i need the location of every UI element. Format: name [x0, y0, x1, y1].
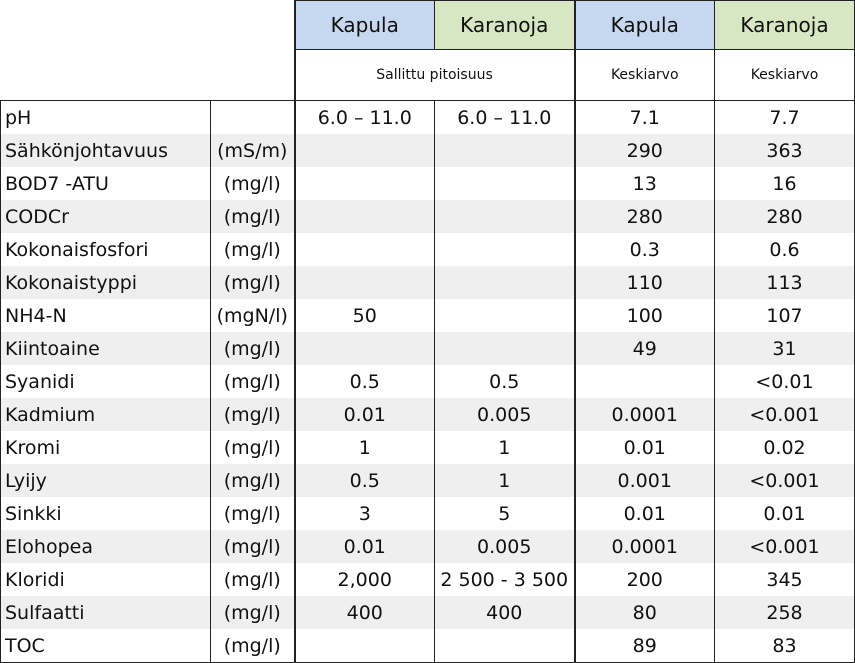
row-parameter-name: NH4-N	[1, 299, 211, 332]
row-karanoja-average: 113	[715, 266, 855, 299]
row-parameter-name: Lyijy	[1, 464, 211, 497]
row-parameter-name: Kadmium	[1, 398, 211, 431]
row-karanoja-allowed: 1	[435, 431, 575, 464]
row-karanoja-allowed: 0.005	[435, 398, 575, 431]
row-unit: (mg/l)	[211, 563, 295, 596]
row-karanoja-average: 16	[715, 167, 855, 200]
row-kapula-average: 49	[575, 332, 715, 365]
table-row	[1, 233, 855, 266]
row-unit: (mg/l)	[211, 332, 295, 365]
row-kapula-allowed: 0.5	[295, 464, 435, 497]
row-karanoja-allowed	[435, 233, 575, 266]
row-kapula-average: 13	[575, 167, 715, 200]
row-karanoja-average: 7.7	[715, 101, 855, 135]
row-karanoja-allowed: 6.0 – 11.0	[435, 101, 575, 135]
row-kapula-average: 290	[575, 134, 715, 167]
table-row	[1, 464, 855, 497]
row-kapula-allowed	[295, 629, 435, 663]
row-parameter-name: CODCr	[1, 200, 211, 233]
table-row	[1, 299, 855, 332]
row-parameter-name: pH	[1, 101, 211, 135]
row-karanoja-average: <0.01	[715, 365, 855, 398]
row-parameter-name: Kloridi	[1, 563, 211, 596]
row-kapula-allowed: 1	[295, 431, 435, 464]
row-kapula-allowed	[295, 134, 435, 167]
header-allowed-concentration: Sallittu pitoisuus	[295, 50, 575, 101]
table-row	[1, 365, 855, 398]
row-unit: (mg/l)	[211, 266, 295, 299]
row-karanoja-allowed	[435, 332, 575, 365]
table-row	[1, 266, 855, 299]
row-karanoja-average: 83	[715, 629, 855, 663]
row-karanoja-average: 345	[715, 563, 855, 596]
header-site-karanoja-allowed: Karanoja	[435, 1, 575, 50]
header-site-kapula-average: Kapula	[575, 1, 715, 50]
row-unit: (mS/m)	[211, 134, 295, 167]
table-row	[1, 563, 855, 596]
row-karanoja-allowed	[435, 200, 575, 233]
header-site-kapula-allowed: Kapula	[295, 1, 435, 50]
row-kapula-average: 0.01	[575, 497, 715, 530]
row-karanoja-allowed	[435, 629, 575, 663]
row-parameter-name: Kromi	[1, 431, 211, 464]
row-unit	[211, 101, 295, 135]
table-row	[1, 497, 855, 530]
row-kapula-average: 0.01	[575, 431, 715, 464]
row-unit: (mg/l)	[211, 431, 295, 464]
row-unit: (mg/l)	[211, 233, 295, 266]
table-row	[1, 101, 855, 135]
row-kapula-average: 200	[575, 563, 715, 596]
row-kapula-allowed: 2,000	[295, 563, 435, 596]
row-kapula-average: 0.3	[575, 233, 715, 266]
row-parameter-name: Kokonaisfosfori	[1, 233, 211, 266]
table-row	[1, 431, 855, 464]
row-unit: (mg/l)	[211, 365, 295, 398]
row-unit: (mg/l)	[211, 629, 295, 663]
header-empty-cell	[211, 1, 295, 50]
row-unit: (mg/l)	[211, 596, 295, 629]
row-karanoja-allowed: 0.005	[435, 530, 575, 563]
row-kapula-average: 0.0001	[575, 530, 715, 563]
header-site-karanoja-average: Karanoja	[715, 1, 855, 50]
table-row	[1, 200, 855, 233]
row-karanoja-allowed: 0.5	[435, 365, 575, 398]
row-karanoja-average: 107	[715, 299, 855, 332]
row-kapula-allowed: 6.0 – 11.0	[295, 101, 435, 135]
row-kapula-allowed: 0.01	[295, 398, 435, 431]
row-kapula-average: 7.1	[575, 101, 715, 135]
row-unit: (mg/l)	[211, 497, 295, 530]
row-unit: (mg/l)	[211, 167, 295, 200]
row-unit: (mg/l)	[211, 398, 295, 431]
row-karanoja-average: 258	[715, 596, 855, 629]
row-karanoja-allowed	[435, 266, 575, 299]
row-karanoja-average: 280	[715, 200, 855, 233]
row-karanoja-allowed: 5	[435, 497, 575, 530]
header-empty-cell	[1, 50, 211, 101]
table-row	[1, 134, 855, 167]
row-parameter-name: Syanidi	[1, 365, 211, 398]
row-karanoja-average: 0.01	[715, 497, 855, 530]
row-kapula-allowed	[295, 167, 435, 200]
row-karanoja-average: 363	[715, 134, 855, 167]
header-empty-cell	[211, 50, 295, 101]
row-kapula-allowed	[295, 332, 435, 365]
row-kapula-allowed: 400	[295, 596, 435, 629]
row-kapula-allowed: 0.01	[295, 530, 435, 563]
row-karanoja-average: 0.02	[715, 431, 855, 464]
table-row	[1, 398, 855, 431]
row-karanoja-allowed: 2 500 - 3 500	[435, 563, 575, 596]
row-parameter-name: Sulfaatti	[1, 596, 211, 629]
row-kapula-allowed	[295, 266, 435, 299]
row-kapula-average: 80	[575, 596, 715, 629]
row-kapula-allowed	[295, 200, 435, 233]
row-karanoja-allowed	[435, 299, 575, 332]
row-kapula-average: 0.001	[575, 464, 715, 497]
row-unit: (mg/l)	[211, 200, 295, 233]
row-parameter-name: Kiintoaine	[1, 332, 211, 365]
header-empty-cell	[1, 1, 211, 50]
row-karanoja-average: <0.001	[715, 530, 855, 563]
row-kapula-average: 100	[575, 299, 715, 332]
row-parameter-name: Sähkönjohtavuus	[1, 134, 211, 167]
row-karanoja-allowed: 1	[435, 464, 575, 497]
row-parameter-name: TOC	[1, 629, 211, 663]
row-kapula-average: 89	[575, 629, 715, 663]
row-parameter-name: Kokonaistyppi	[1, 266, 211, 299]
row-unit: (mgN/l)	[211, 299, 295, 332]
row-kapula-allowed: 50	[295, 299, 435, 332]
row-kapula-average: 0.0001	[575, 398, 715, 431]
row-karanoja-average: <0.001	[715, 464, 855, 497]
row-karanoja-allowed	[435, 167, 575, 200]
row-kapula-allowed: 0.5	[295, 365, 435, 398]
header-row-sites	[1, 1, 855, 50]
row-karanoja-allowed: 400	[435, 596, 575, 629]
header-average-kapula: Keskiarvo	[575, 50, 715, 101]
table-row	[1, 332, 855, 365]
header-row-measure	[1, 50, 855, 101]
row-karanoja-average: 0.6	[715, 233, 855, 266]
row-parameter-name: BOD7 -ATU	[1, 167, 211, 200]
row-parameter-name: Elohopea	[1, 530, 211, 563]
row-kapula-allowed	[295, 233, 435, 266]
table-row	[1, 596, 855, 629]
row-kapula-allowed: 3	[295, 497, 435, 530]
table-row	[1, 530, 855, 563]
row-karanoja-average: <0.001	[715, 398, 855, 431]
row-karanoja-average: 31	[715, 332, 855, 365]
row-kapula-average: 110	[575, 266, 715, 299]
row-parameter-name: Sinkki	[1, 497, 211, 530]
table-row	[1, 629, 855, 663]
row-kapula-average	[575, 365, 715, 398]
table-row	[1, 167, 855, 200]
row-karanoja-allowed	[435, 134, 575, 167]
row-kapula-average: 280	[575, 200, 715, 233]
row-unit: (mg/l)	[211, 464, 295, 497]
row-unit: (mg/l)	[211, 530, 295, 563]
header-average-karanoja: Keskiarvo	[715, 50, 855, 101]
